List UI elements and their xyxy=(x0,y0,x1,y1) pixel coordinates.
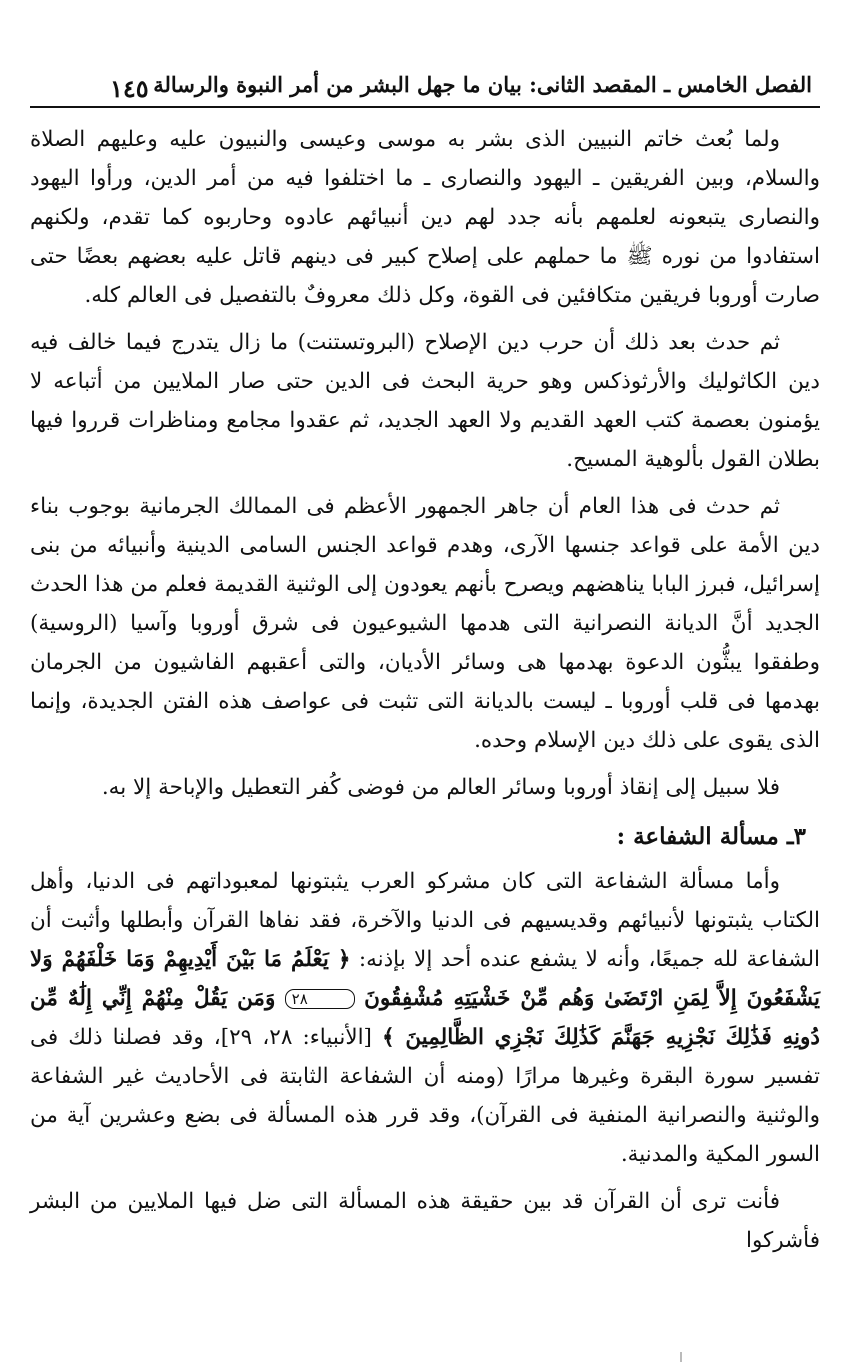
paragraph-conclusion: فأنت ترى أن القرآن قد بين حقيقة هذه المسألة التى ضل فيها الملايين من البشر فأشركوا xyxy=(30,1189,820,1253)
verse-number-marker: ٢٨ xyxy=(285,989,355,1009)
paragraph-saving-europe: فلا سبيل إلى إنقاذ أوروبا وسائر العالم من فوضى كُفر التعطيل والإباحة إلا به. xyxy=(101,775,780,800)
paragraph-intercession xyxy=(30,862,820,1174)
scan-artifact xyxy=(680,1352,682,1362)
running-title: الفصل الخامس ـ المقصد الثانى: بيان ما جهل البشر من أمر النبوة والرسالة xyxy=(153,72,812,97)
paragraph-germanic-movement: ثم حدث فى هذا العام أن جاهر الجمهور الأعظم فى الممالك الجرمانية بوجوب بناء دين الأمة على قواعد جنسها الآرى، وهدم قواعد الجنس السامى الدينية وأنبيائه من بنى إسرائيل، فبرز البابا يناهضهم ويصرح بأنهم يعودون إلى الوثنية القديمة فعلم من هذا الحدث الجديد أنَّ الديانة النصرانية التى هدمها الشيوعيون فى شرق أوروبا وآسيا (الروسية) وطفقوا يبثُّون الدعوة بهدمها هى وسائر الأديان، والتى أعقبهم الفاشيون من الجرمان بهدمها فى قلب أوروبا ـ ليست بالديانة التى تثبت فى عواصف هذه الفتن الجديدة، وإنما الذى يقوى على ذلك دين الإسلام وحده. xyxy=(30,494,820,753)
quran-verse-part1: ﴿ يَعْلَمُ مَا بَيْنَ أَيْدِيهِمْ وَمَا خَلْفَهُمْ وَلا يَشْفَعُونَ إِلاَّ لِمَنِ ارْتَضَىٰ وَهُم مِّنْ خَشْيَتِهِ مُشْفِقُونَ xyxy=(30,947,820,1011)
quran-verse-part2: وَمَن يَقُلْ مِنْهُمْ إِنِّي إِلَٰهٌ مِّن دُونِهِ فَذَٰلِكَ نَجْزِيهِ جَهَنَّمَ كَذَٰلِكَ نَجْزِي الظَّالِمِينَ ﴾ xyxy=(30,986,820,1050)
paragraph-protestant-reform: ثم حدث بعد ذلك أن حرب دين الإصلاح (البروتستنت) ما زال يتدرج فيما خالف فيه دين الكاثوليك والأرثوذكس وهو حرية البحث فى الدين حتى صار الملايين من أتباعه لا يؤمنون بعصمة كتب العهد القديم ولا العهد الجديد، ثم عقدوا مجامع ومناظرات قرروا فيها بطلان القول بألوهية المسيح. xyxy=(30,330,820,472)
intercession-reference-text: [الأنبياء: ٢٨، ٢٩]، وقد فصلنا ذلك فى تفسير سورة البقرة وغيرها مرارًا (ومنه أن الشفاعة الثابتة فى الأحاديث غير الشفاعة والوثنية والنصرانية المنفية فى القرآن)، وقد قرر هذه المسألة فى بضع وعشرين آية من السور المكية والمدنية. xyxy=(30,1025,820,1167)
page-number: ١٤٥ xyxy=(110,74,149,103)
paragraph-prophet-mission: ولما بُعث خاتم النبيين الذى بشر به موسى وعيسى والنبيون عليه وعليهم الصلاة والسلام، وبين الفريقين ـ اليهود والنصارى ـ ما اختلفوا فيه من أمر الدين، ورأوا اليهود والنصارى يتبعونه لعلمهم بأنه جدد لهم دين أنبيائهم عادوه وحاربوه كما تقدم، ولكنهم استفادوا من نوره ﷺ ما حملهم على إصلاح كبير فى دينهم قاتل عليه بعضهم بعضًا حتى صارت أوروبا فريقين متكافئين فى القوة، وكل ذلك معروفٌ بالتفصيل فى العالم كله. xyxy=(30,127,820,308)
book-page xyxy=(30,60,820,1268)
page-body xyxy=(30,120,820,1260)
section-heading-intercession: ٣ـ مسألة الشفاعة : xyxy=(616,823,806,850)
intercession-intro-text: وأما مسألة الشفاعة التى كان مشركو العرب يثبتونها لمعبوداتهم فى الدنيا، وأهل الكتاب يثبتونها لأنبيائهم وقديسيهم فى الدنيا والآخرة، فقد نفاها القرآن وأبطلها وأثبت أن الشفاعة لله جميعًا، وأنه لا يشفع عنده أحد إلا بإذنه: xyxy=(30,869,820,972)
page-header xyxy=(30,60,820,108)
